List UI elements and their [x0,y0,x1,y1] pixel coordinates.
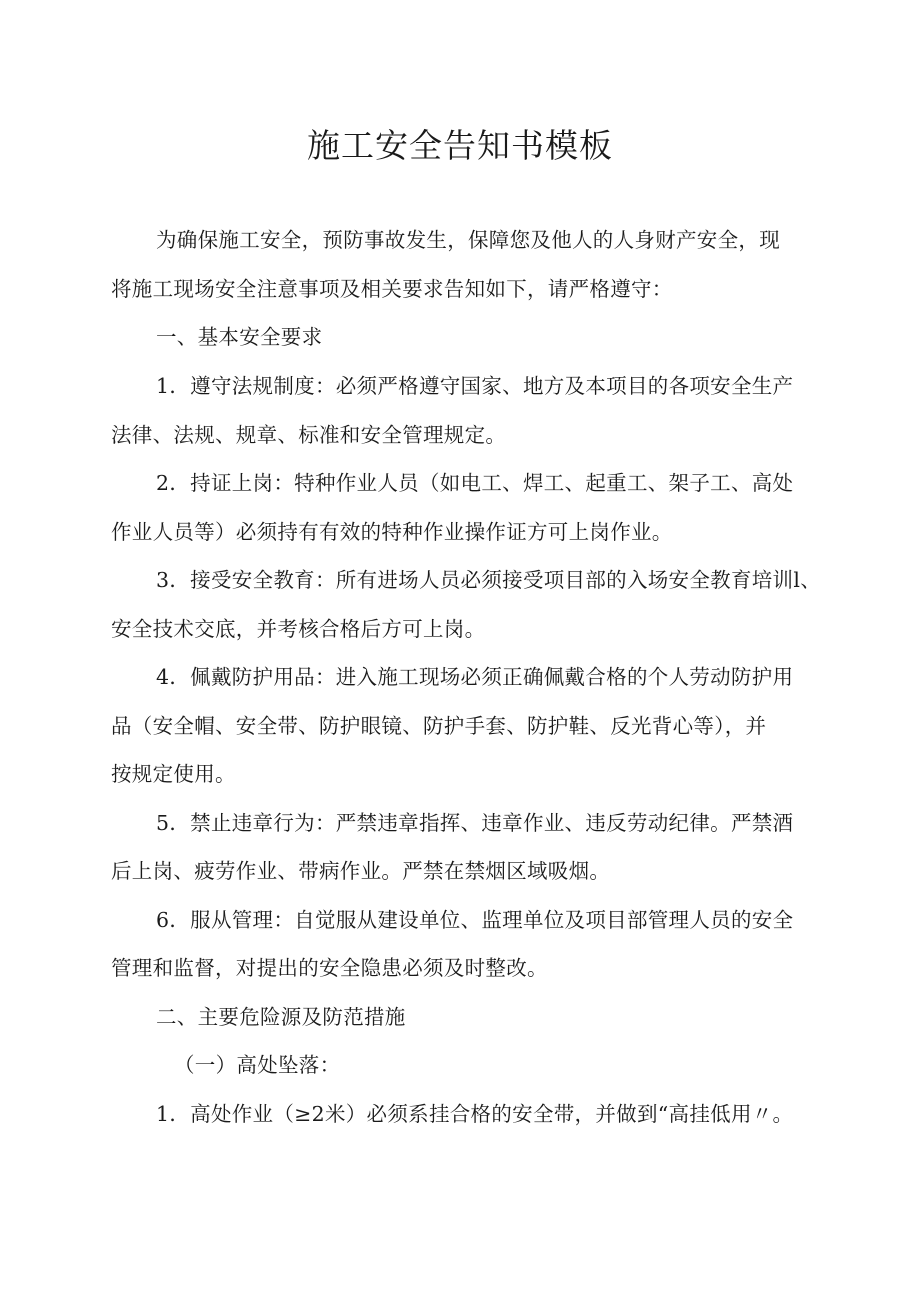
intro-line-2: 将施工现场安全注意事项及相关要求告知如下，请严格遵守： [111,277,673,301]
section-2-heading: 二、主要危险源及防范措施 [156,1005,406,1029]
document-title: 施工安全告知书模板 [307,126,613,165]
item-5-line-1: 5．禁止违章行为：严禁违章指挥、违章作业、违反劳动纪律。严禁酒 [156,811,794,835]
item-1-line-1: 1．遵守法规制度：必须严格遵守国家、地方及本项目的各项安全生产 [156,374,794,398]
item-2-line-2: 作业人员等）必须持有有效的特种作业操作证方可上岗作业。 [111,520,673,544]
intro-line-1: 为确保施工安全，预防事故发生，保障您及他人的人身财产安全，现 [156,228,780,252]
item-3-line-1: 3．接受安全教育：所有进场人员必须接受项目部的入场安全教育培训l、 [156,568,821,592]
item-4-line-1: 4．佩戴防护用品：进入施工现场必须正确佩戴合格的个人劳动防护用 [156,665,794,689]
item-4-line-3: 按规定使用。 [111,762,236,786]
item-1-line-2: 法律、法规、规章、标准和安全管理规定。 [111,423,507,447]
section-1-heading: 一、基本安全要求 [156,325,323,349]
section-2-subheading: （一）高处坠落： [174,1053,341,1077]
item-6-line-2: 管理和监督，对提出的安全隐患必须及时整改。 [111,956,548,980]
item-6-line-1: 6．服从管理：自觉服从建设单位、监理单位及项目部管理人员的安全 [156,908,794,932]
item-2-line-1: 2．持证上岗：特种作业人员（如电工、焊工、起重工、架子工、高处 [156,471,794,495]
item-4-line-2: 品（安全帽、安全带、防护眼镜、防护手套、防护鞋、反光背心等），并 [111,714,767,738]
section-2-item-1-line-1: 1．高处作业（≥2米）必须系挂合格的安全带，并做到“高挂低用〃。 [156,1102,794,1126]
item-5-line-2: 后上岗、疲劳作业、带病作业。严禁在禁烟区域吸烟。 [111,859,611,883]
item-3-line-2: 安全技术交底，并考核合格后方可上岗。 [111,617,486,641]
